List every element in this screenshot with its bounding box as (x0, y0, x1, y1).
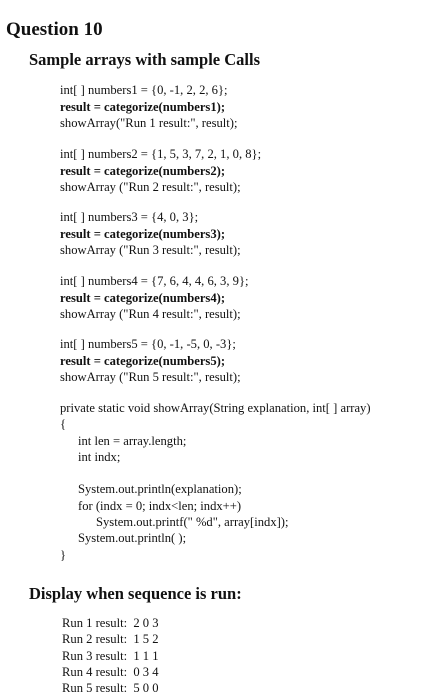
question-title: Question 10 (6, 19, 103, 40)
array-declaration: int[ ] numbers4 = {7, 6, 4, 4, 6, 3, 9}; (60, 274, 249, 288)
printf-statement: System.out.printf(" %d", array[indx]); (96, 515, 289, 530)
show-array-call: showArray ("Run 3 result:", result); (60, 243, 241, 257)
categorize-call: result = categorize(numbers5); (60, 353, 226, 368)
println-explanation: System.out.println(explanation); (78, 482, 242, 497)
run-2-code (60, 146, 261, 196)
show-array-call: showArray("Run 1 result:", result); (60, 116, 238, 130)
method-signature: private static void showArray(String explanation, int[ ] array) (60, 401, 371, 415)
run-output-line: Run 1 result: 2 0 3 (62, 616, 159, 630)
blank-line (60, 465, 371, 481)
categorize-call: result = categorize(numbers4); (60, 290, 226, 305)
show-array-call: showArray ("Run 5 result:", result); (60, 370, 241, 384)
run-output-list (62, 615, 159, 696)
run-1-code (60, 82, 237, 132)
categorize-call: result = categorize(numbers3); (60, 226, 226, 241)
array-declaration: int[ ] numbers2 = {1, 5, 3, 7, 2, 1, 0, 8}; (60, 147, 262, 161)
for-loop: for (indx = 0; indx<len; indx++) (78, 498, 242, 513)
run-output-line: Run 3 result: 1 1 1 (62, 648, 159, 663)
array-declaration: int[ ] numbers1 = {0, -1, 2, 2, 6}; (60, 83, 228, 97)
close-brace: } (60, 547, 67, 562)
run-3-code (60, 209, 241, 259)
run-4-code (60, 273, 249, 323)
println-statement: System.out.println( ); (78, 531, 187, 546)
section-heading-display: Display when sequence is run: (29, 584, 242, 603)
open-brace: { (60, 417, 67, 432)
show-array-call: showArray ("Run 2 result:", result); (60, 180, 241, 194)
run-output-line: Run 4 result: 0 3 4 (62, 664, 159, 679)
indx-declaration: int indx; (78, 449, 121, 464)
categorize-call: result = categorize(numbers1); (60, 99, 226, 114)
len-declaration: int len = array.length; (78, 433, 187, 448)
array-declaration: int[ ] numbers5 = {0, -1, -5, 0, -3}; (60, 337, 236, 351)
run-output-line: Run 2 result: 1 5 2 (62, 632, 159, 647)
array-declaration: int[ ] numbers3 = {4, 0, 3}; (60, 210, 199, 224)
run-output-line: Run 5 result: 5 0 0 (62, 681, 159, 696)
section-heading-sample-arrays: Sample arrays with sample Calls (29, 50, 260, 69)
show-array-method (60, 400, 371, 563)
show-array-call: showArray ("Run 4 result:", result); (60, 307, 241, 321)
run-5-code (60, 336, 241, 386)
categorize-call: result = categorize(numbers2); (60, 163, 226, 178)
